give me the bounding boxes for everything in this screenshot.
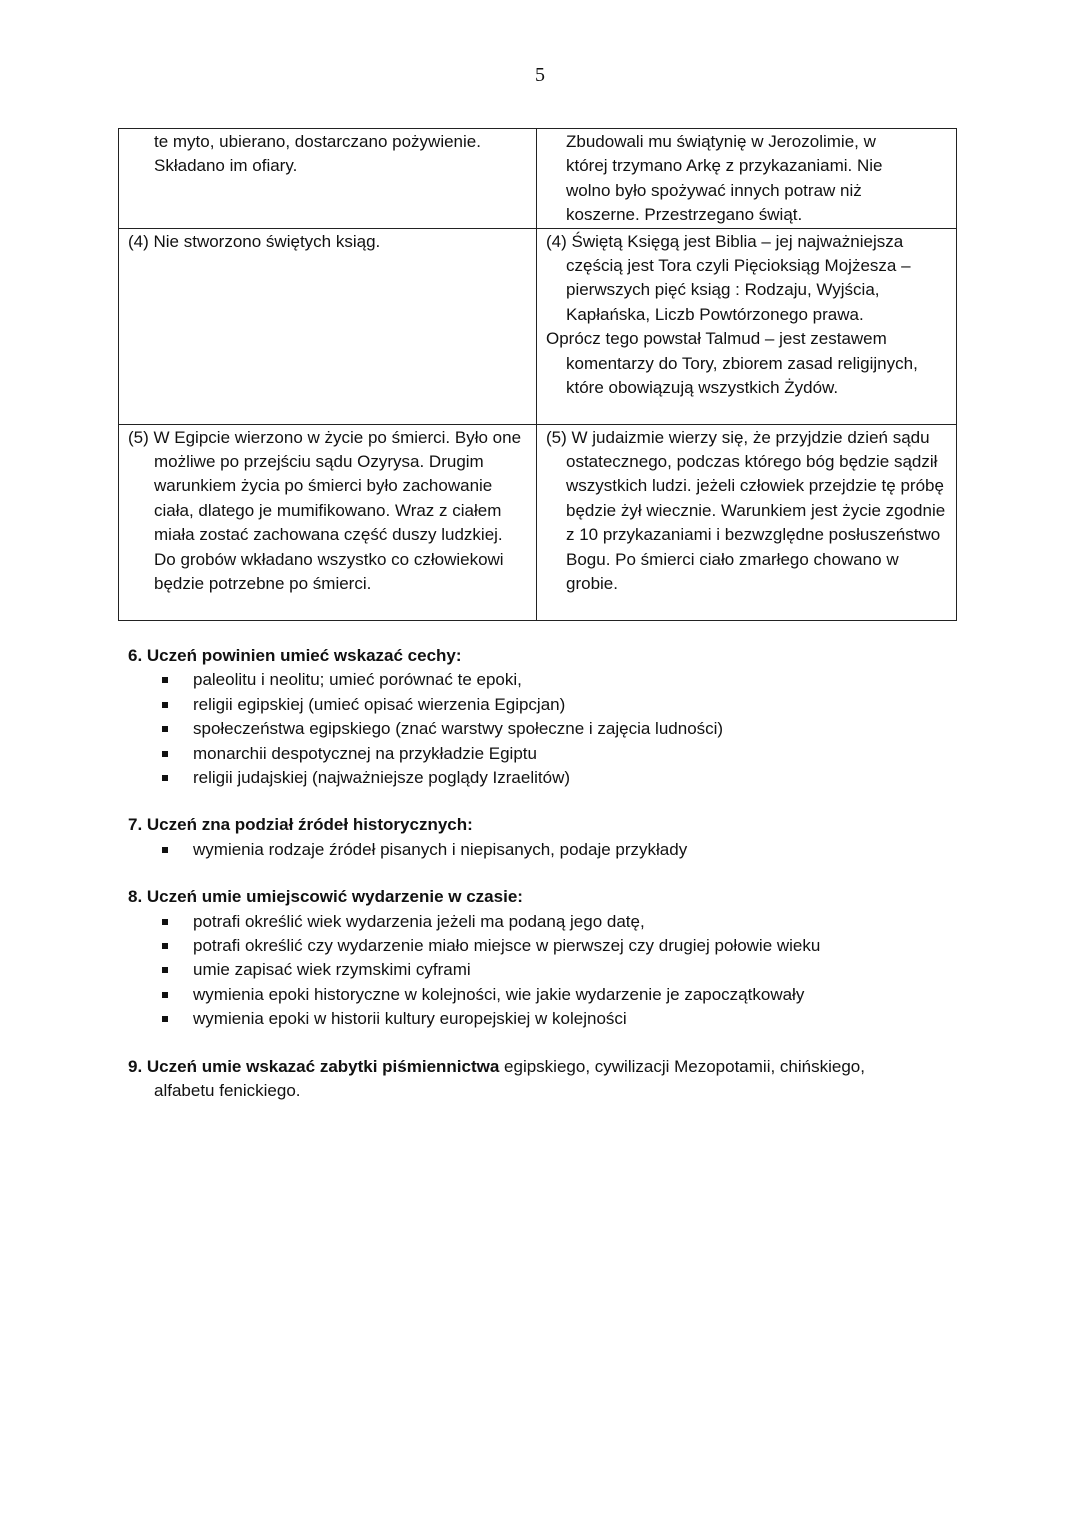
page-number: 5 xyxy=(535,64,545,86)
requirements-sections xyxy=(128,644,928,1127)
list-item-text: potrafi określić czy wydarzenie miało miejsce w pierwszej czy drugiej połowie wieku xyxy=(193,936,821,956)
list-item-text: paleolitu i neolitu; umieć porównać te epoki, xyxy=(193,670,522,690)
list-item-text: monarchii despotycznej na przykładzie Egiptu xyxy=(193,743,537,763)
bullet-icon xyxy=(162,726,168,732)
bullet-icon xyxy=(162,775,168,781)
bullet-icon xyxy=(162,847,168,853)
bullet-icon xyxy=(162,751,168,757)
bullet-list xyxy=(128,838,928,862)
table-cell-egypt xyxy=(119,424,537,620)
cell-paragraph: Oprócz tego powstał Talmud – jest zestawem komentarzy do Tory, zbiorem zasad religijnych, które obowiązują wszystkich Żydów. xyxy=(546,329,918,398)
list-item xyxy=(162,766,928,790)
table-cell-judaism xyxy=(537,228,957,424)
table-cell-egypt xyxy=(119,129,537,229)
table-cell-judaism xyxy=(537,424,957,620)
section-heading: 9. Uczeń umie wskazać zabytki piśmiennictwa xyxy=(128,1056,500,1076)
list-item-text: społeczeństwa egipskiego (znać warstwy społeczne i zajęcia ludności) xyxy=(193,719,724,739)
bullet-list xyxy=(128,910,928,1032)
table-cell-judaism xyxy=(537,129,957,229)
cell-line: te myto, ubierano, dostarczano pożywienie. xyxy=(154,132,481,151)
bullet-icon xyxy=(162,702,168,708)
section-heading: 8. Uczeń umie umiejscowić wydarzenie w czasie: xyxy=(128,887,523,907)
section-heading: 6. Uczeń powinien umieć wskazać cechy: xyxy=(128,646,462,665)
bullet-icon xyxy=(162,1016,168,1022)
list-item-text: umie zapisać wiek rzymskimi cyframi xyxy=(193,960,471,980)
table-cell-egypt xyxy=(119,228,537,424)
section-heading-rest: egipskiego, cywilizacji Mezopotamii, chińskiego, alfabetu fenickiego. xyxy=(154,1056,865,1101)
list-item-text: religii egipskiej (umieć opisać wierzenia Egipcjan) xyxy=(193,694,566,714)
section-6 xyxy=(128,644,928,790)
table-row xyxy=(119,228,957,424)
section-9 xyxy=(128,1055,928,1104)
list-item xyxy=(162,1007,928,1031)
cell-line: Składano im ofiary. xyxy=(154,156,298,176)
list-item xyxy=(162,910,928,934)
list-item xyxy=(162,838,928,862)
bullet-icon xyxy=(162,992,168,998)
bullet-icon xyxy=(162,919,168,925)
cell-line: wolno było spożywać innych potraw niż xyxy=(566,180,862,200)
list-item xyxy=(162,693,928,717)
cell-line: której trzymano Arkę z przykazaniami. Nie xyxy=(566,156,883,176)
list-item-text: wymienia epoki w historii kultury europejskiej w kolejności xyxy=(193,1009,627,1029)
cell-line: koszerne. Przestrzegano świąt. xyxy=(566,205,803,225)
list-item xyxy=(162,934,928,958)
list-item xyxy=(162,958,928,982)
table-row xyxy=(119,129,957,229)
comparison-table xyxy=(118,128,957,621)
section-heading: 7. Uczeń zna podział źródeł historycznych: xyxy=(128,815,473,835)
cell-line: Zbudowali mu świątynię w Jerozolimie, w xyxy=(566,132,876,151)
bullet-icon xyxy=(162,967,168,973)
list-item-text: wymienia rodzaje źródeł pisanych i niepisanych, podaje przykłady xyxy=(193,839,688,859)
list-item-text: potrafi określić wiek wydarzenia jeżeli ma podaną jego datę, xyxy=(193,911,645,931)
list-item xyxy=(162,717,928,741)
bullet-icon xyxy=(162,943,168,949)
cell-paragraph: (4) Nie stworzono świętych ksiąg. xyxy=(128,231,381,251)
bullet-icon xyxy=(162,677,168,683)
cell-paragraph: (4) Świętą Księgą jest Biblia – jej najważniejsza częścią jest Tora czyli Pięcioksiąg Mojżesza – pierwszych pięć ksiąg : Rodzaju, Wyjścia, Kapłańska, Liczb Powtórzonego prawa. xyxy=(546,231,911,324)
cell-paragraph: (5) W Egipcie wierzono w życie po śmierci. Było one możliwe po przejściu sądu Ozyrysa. Drugim warunkiem życia po śmierci było zachowanie ciała, dlatego je mumifikowano. Wraz z ciałem miała zostać zachowana część duszy ludzkiej. Do grobów wkładano wszystko co człowiekowi będzie potrzebne po śmierci. xyxy=(128,427,522,594)
bullet-list xyxy=(128,668,928,790)
list-item xyxy=(162,983,928,1007)
list-item-text: religii judajskiej (najważniejsze poglądy Izraelitów) xyxy=(193,768,571,788)
list-item xyxy=(162,742,928,766)
list-item-text: wymienia epoki historyczne w kolejności, wie jakie wydarzenie je zapoczątkowały xyxy=(193,984,805,1004)
section-8 xyxy=(128,885,928,1031)
list-item xyxy=(162,668,928,692)
cell-paragraph: (5) W judaizmie wierzy się, że przyjdzie dzień sądu ostatecznego, podczas którego bóg będzie sądził wszystkich ludzi. jeżeli człowiek przejdzie tę próbę będzie żył wiecznie. Warunkiem jest życie zgodnie z 10 przykazaniami i bezwzględne posłuszeństwo Bogu. Po śmierci ciało zmarłego chowano w grobie. xyxy=(546,427,946,594)
table-row xyxy=(119,424,957,620)
section-paragraph xyxy=(128,1055,928,1104)
section-7 xyxy=(128,813,928,862)
